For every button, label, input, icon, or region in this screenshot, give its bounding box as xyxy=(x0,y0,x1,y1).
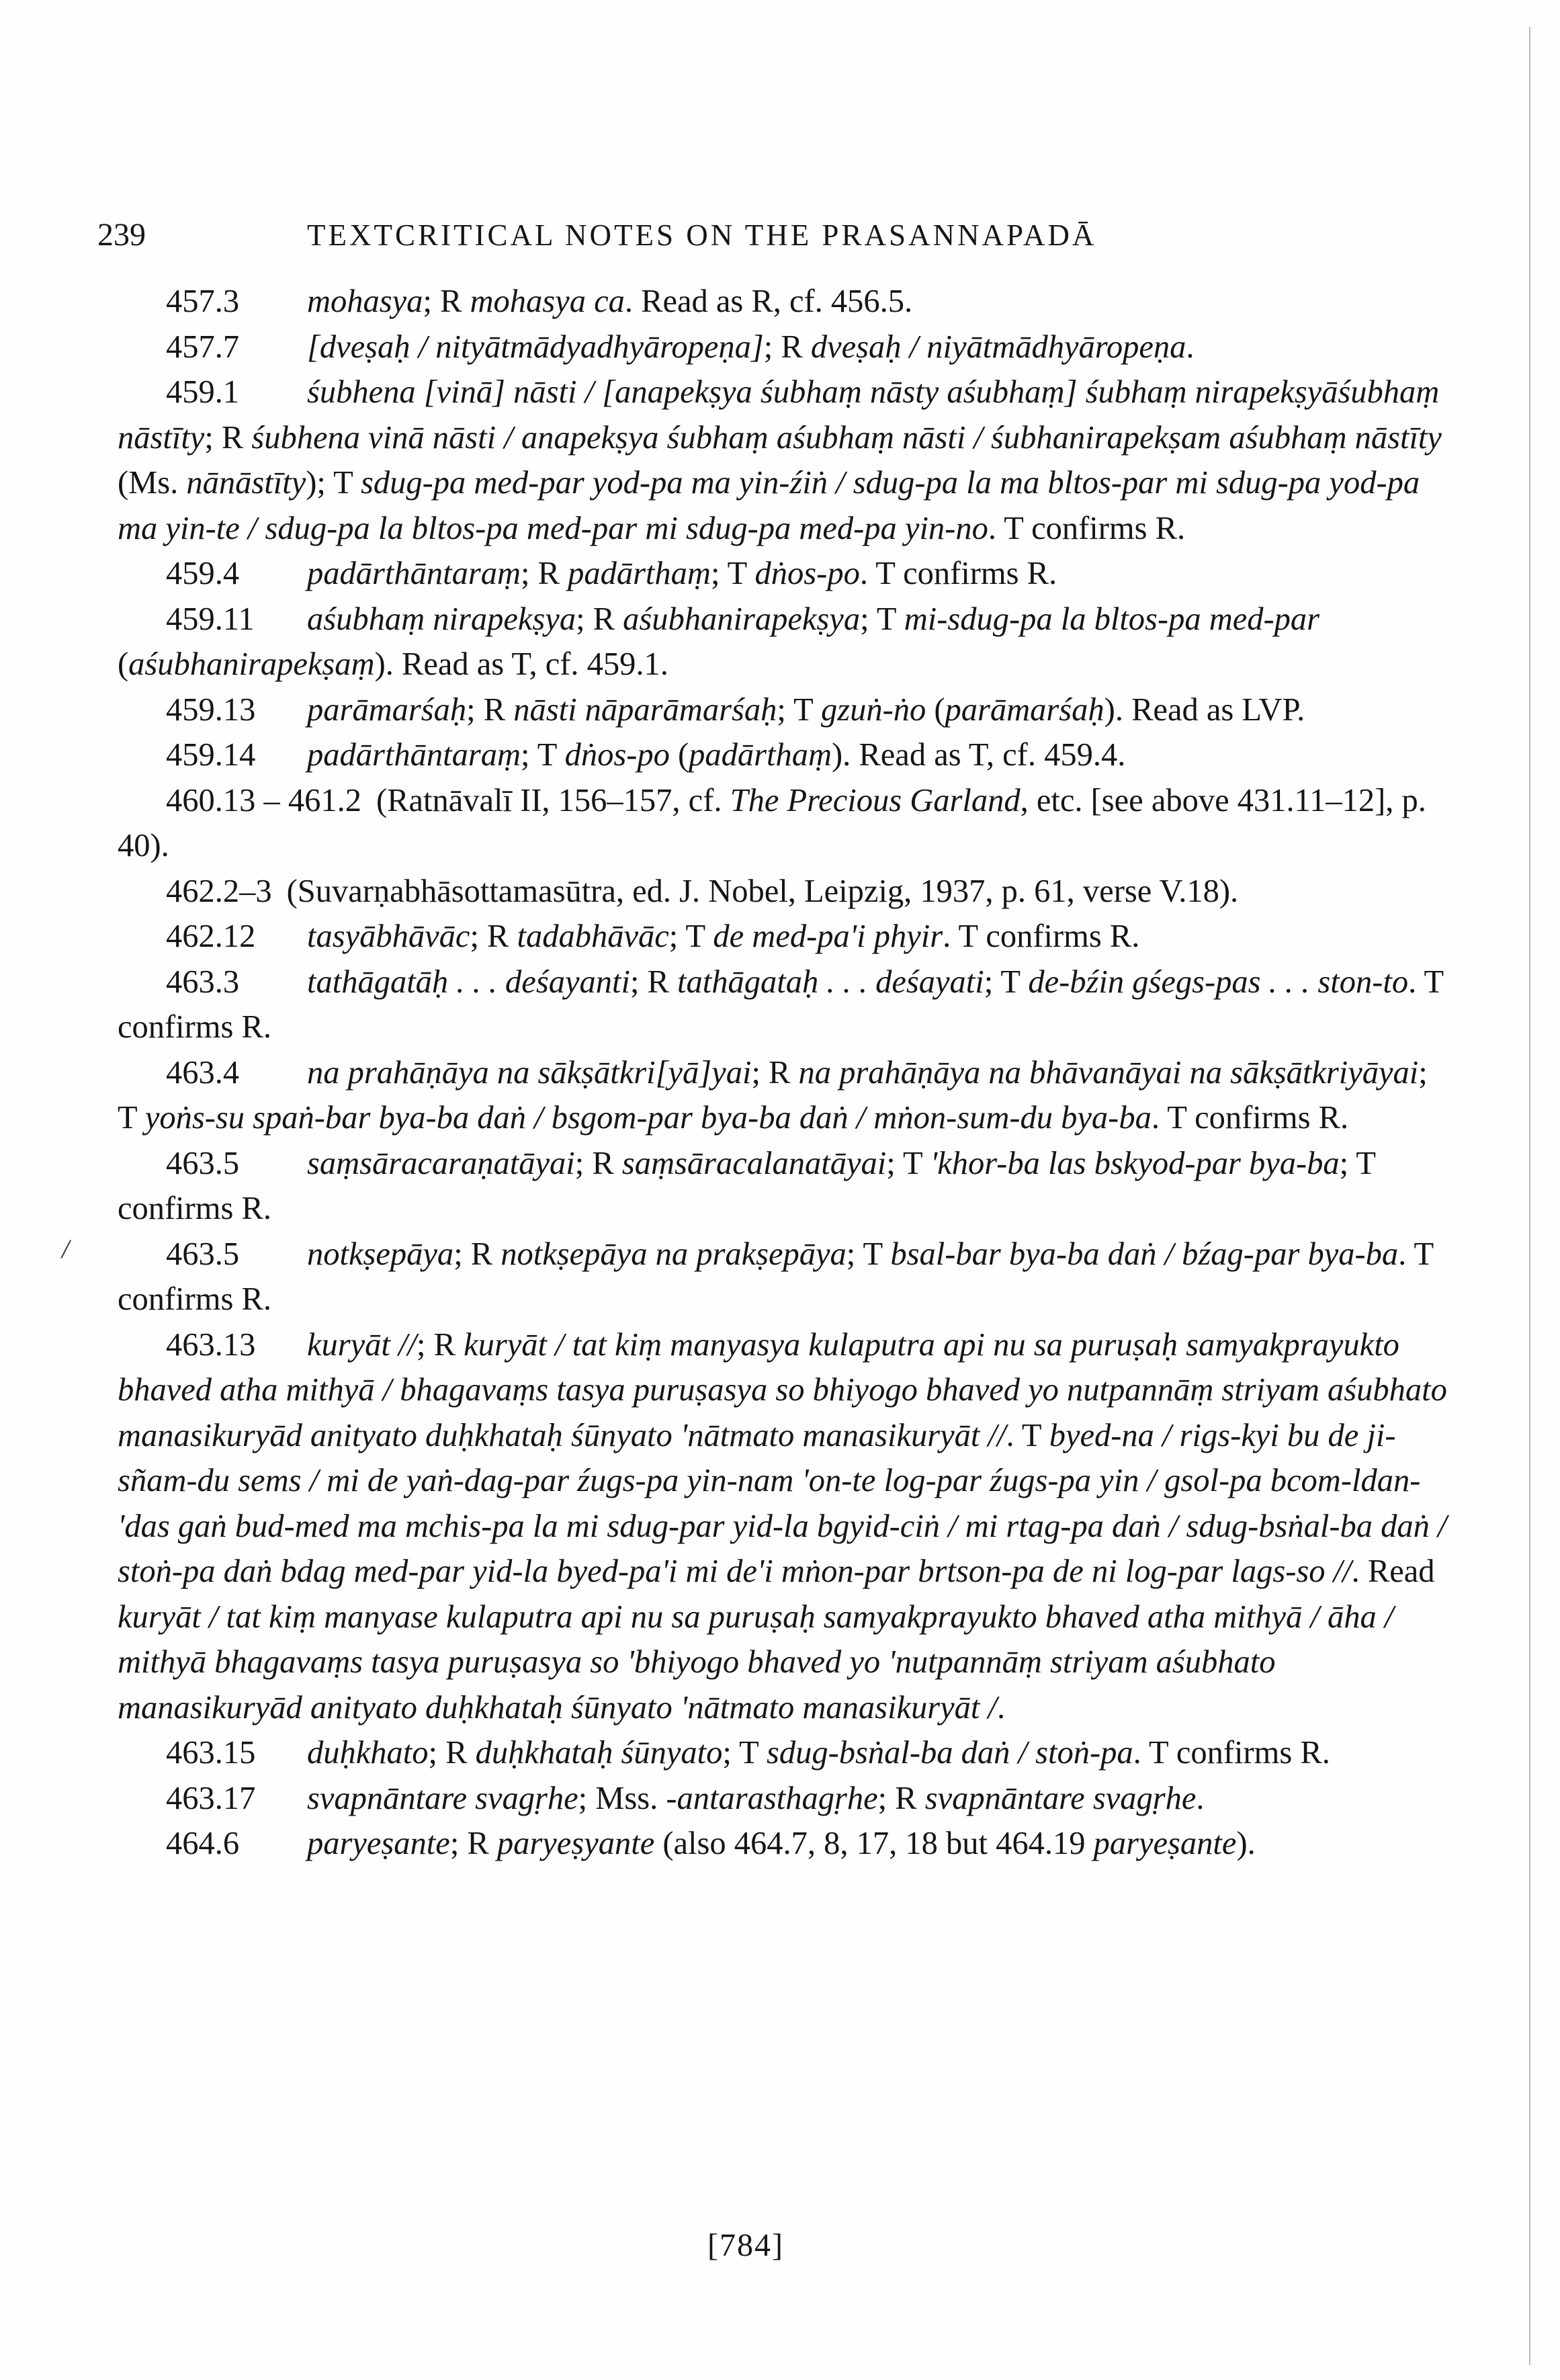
note-italic-text: dṅos-po xyxy=(564,737,670,773)
note-entry xyxy=(118,687,1448,733)
note-text: ; R xyxy=(751,1054,799,1091)
note-italic-text: sdug-pa med-par yod-pa ma yin-źiṅ / sdug-pa la ma bltos-par mi sdug-pa yod-pa ma yin-te / sdug-pa la bltos-pa med-par mi sdug-pa med-pa yin-no xyxy=(118,465,1420,546)
note-entry xyxy=(118,1730,1448,1776)
note-italic-text: svapnāntare svagṛhe xyxy=(307,1780,578,1816)
note-reference: 459.11 xyxy=(166,601,255,637)
note-entry xyxy=(118,1776,1448,1822)
note-italic-text: aśubhanirapekṣya xyxy=(623,601,861,637)
note-entry xyxy=(118,1232,1448,1322)
note-text: ; R xyxy=(466,691,514,728)
note-text: ; R xyxy=(449,1826,497,1861)
note-italic-text: dṅos-po xyxy=(754,556,860,591)
note-text: ; R xyxy=(453,1236,501,1272)
note-italic-text: svapnāntare svagṛhe xyxy=(924,1780,1197,1816)
note-text: ; T confirms R. xyxy=(118,1145,1376,1226)
note-reference: 464.6 xyxy=(166,1826,240,1861)
note-text: ; T xyxy=(668,919,713,954)
note-italic-text: -antarasthagṛhe xyxy=(666,1780,878,1816)
note-italic-text: yoṅs-su spaṅ-bar bya-ba daṅ / bsgom-par bya-ba daṅ / mṅon-sum-du bya-ba xyxy=(144,1100,1152,1136)
note-text: (Suvarṇabhāsottamasūtra, ed. J. Nobel, Leipzig, 1937, p. 61, verse V.18). xyxy=(286,873,1239,909)
note-text: (Ms. xyxy=(118,465,187,501)
note-text: . xyxy=(1196,1780,1205,1816)
note-italic-text: [dveṣaḥ / nityātmādyadhyāropeṇa] xyxy=(307,329,764,365)
note-text: . xyxy=(996,1689,1006,1726)
note-text: . T confirms R. xyxy=(1133,1735,1330,1771)
note-italic-text: de med-pa'i phyir xyxy=(713,919,943,954)
note-text: . T confirms R. xyxy=(988,510,1186,546)
note-text: . T confirms R. xyxy=(118,964,1444,1045)
note-entry xyxy=(118,325,1448,370)
note-text: . T confirms R. xyxy=(859,556,1057,591)
note-text: ( xyxy=(669,737,689,773)
note-italic-text: kuryāt // xyxy=(307,1326,417,1363)
running-header xyxy=(97,216,1374,263)
note-text: ; T xyxy=(722,1735,767,1771)
note-italic-text: śubhena [vinā] nāsti / [anapekṣya śubhaṃ nāsty aśubhaṃ] śubhaṃ nirapekṣyāśubhaṃ nāstīty xyxy=(118,374,1440,456)
note-reference: 459.1 xyxy=(166,374,240,410)
note-italic-text: paryeṣante xyxy=(307,1826,450,1861)
note-entry xyxy=(118,1141,1448,1232)
note-entry xyxy=(118,778,1448,869)
note-text: ; T xyxy=(846,1236,891,1272)
note-entry xyxy=(118,597,1448,687)
note-text: ). Read as T, cf. 459.1. xyxy=(374,646,668,682)
note-entry xyxy=(118,869,1448,915)
note-text: ; R xyxy=(630,964,678,1000)
note-reference: 459.14 xyxy=(166,737,256,773)
note-text: , etc. [see above 431.11–12], p. 40). xyxy=(118,782,1426,863)
margin-mark: / xyxy=(62,1234,70,1264)
note-italic-text: padārthāntaraṃ xyxy=(307,556,521,591)
note-italic-text: mi-sdug-pa la bltos-pa med-par xyxy=(904,601,1320,637)
note-italic-text: gzuṅ-ṅo xyxy=(820,691,926,728)
note-entry xyxy=(118,551,1448,597)
note-italic-text: bsal-bar bya-ba daṅ / bźag-par bya-ba xyxy=(890,1236,1399,1272)
note-reference: 463.5 xyxy=(166,1145,240,1181)
note-italic-text: aśubhaṃ nirapekṣya xyxy=(307,601,576,637)
note-italic-text: parāmarśaḥ xyxy=(945,691,1104,728)
note-entry xyxy=(118,914,1448,960)
note-text: ( xyxy=(926,691,945,728)
note-text: ; T xyxy=(520,737,565,773)
note-italic-text: na prahāṇāya na sākṣātkri[yā]yai xyxy=(307,1054,752,1091)
page-number: 239 xyxy=(97,217,146,253)
note-italic-text: tathāgataḥ . . . deśayati xyxy=(677,964,984,1000)
note-italic-text: byed-na / rigs-kyi bu de ji-sñam-du sems / mi de yaṅ-dag-par źugs-pa yin-nam 'on-te log-par źugs-pa yin / gsol-pa bcom-ldan-'das gaṅ bud-med ma mchis-pa la mi sdug-par yid-la bgyid-ciṅ / mi rtag-pa daṅ / sdug-bsṅal-ba daṅ / stoṅ-pa daṅ bdag med-par yid-la byed-pa'i mi de'i mṅon-par brtson-pa de ni log-par lags-so // xyxy=(118,1417,1447,1589)
note-italic-text: na prahāṇāya na bhāvanāyai na sākṣātkriyāyai xyxy=(798,1054,1419,1091)
note-italic-text: duḥkhataḥ śūnyato xyxy=(475,1735,723,1771)
note-text: ); T xyxy=(306,465,361,501)
textcritical-notes xyxy=(118,279,1448,1867)
note-italic-text: mohasya ca xyxy=(470,284,625,319)
note-text: ; R xyxy=(574,1145,622,1181)
note-text: ; R xyxy=(520,556,568,591)
note-reference: 462.12 xyxy=(166,919,256,954)
note-entry xyxy=(118,960,1448,1050)
note-text: . T confirms R. xyxy=(1151,1100,1349,1136)
note-text: ; T xyxy=(886,1145,930,1181)
note-text: . Read xyxy=(1351,1554,1435,1589)
note-italic-text: nāsti nāparāmarśaḥ xyxy=(513,691,777,728)
note-italic-text: dveṣaḥ / niyātmādhyāropeṇa xyxy=(810,329,1186,365)
note-text: (Ratnāvalī II, 156–157, cf. xyxy=(376,782,730,818)
note-reference: 460.13 – 461.2 xyxy=(166,782,361,818)
note-entry xyxy=(118,370,1448,551)
note-text: ; T xyxy=(777,691,821,728)
note-text: ; R xyxy=(428,1735,476,1771)
note-text: . Read as R, cf. 456.5. xyxy=(624,284,913,319)
note-entry xyxy=(118,1322,1448,1731)
note-text: . T confirms R. xyxy=(118,1236,1434,1317)
note-italic-text: kuryāt / tat kiṃ manyasya kulaputra api nu sa puruṣaḥ samyakprayukto bhaved atha mithyā / bhagavaṃs tasya puruṣasya so bhiyogo bhaved yo nutpannāṃ striyam aśubhato manasikuryād anityato duḥkhataḥ śūnyato 'nātmato manasikuryāt // xyxy=(118,1326,1447,1453)
note-reference: 459.4 xyxy=(166,556,240,591)
note-text: . T confirms R. xyxy=(943,919,1140,954)
note-text: ; R xyxy=(576,601,623,637)
note-text: ; T xyxy=(984,964,1029,1000)
note-reference: 463.5 xyxy=(166,1236,240,1272)
note-text: ; R xyxy=(470,919,517,954)
note-text: ; Mss. xyxy=(578,1780,666,1816)
note-text: ; T xyxy=(860,601,904,637)
note-text: . T xyxy=(1006,1417,1049,1453)
note-italic-text: sdug-bsṅal-ba daṅ / stoṅ-pa xyxy=(766,1735,1133,1771)
note-italic-text: notkṣepāya na prakṣepāya xyxy=(501,1236,847,1272)
page-edge-rule xyxy=(1529,27,1530,2365)
note-italic-text: parāmarśaḥ xyxy=(307,691,467,728)
note-reference: 463.13 xyxy=(166,1326,256,1363)
note-reference: 463.17 xyxy=(166,1780,256,1816)
note-reference: 462.2–3 xyxy=(166,873,272,909)
note-italic-text: padārthāntaraṃ xyxy=(307,737,521,773)
note-italic-text: saṃsāracaraṇatāyai xyxy=(307,1145,575,1181)
folio-number: [784] xyxy=(707,2227,784,2263)
note-entry xyxy=(118,279,1448,325)
note-italic-text: notkṣepāya xyxy=(307,1236,454,1272)
note-text: ). Read as LVP. xyxy=(1104,691,1305,728)
note-italic-text: paryeṣyante xyxy=(496,1826,655,1861)
note-italic-text: padārthaṃ xyxy=(568,556,711,591)
note-italic-text: tathāgatāḥ . . . deśayanti xyxy=(307,964,630,1000)
note-italic-text: kuryāt / tat kiṃ manyase kulaputra api nu sa puruṣaḥ samyakprayukto bhaved atha mithyā / āha / mithyā bhagavaṃs tasya puruṣasya so 'bhiyogo bhaved yo 'nutpannāṃ striyam aśubhato manasikuryād anityato duḥkhataḥ śūnyato 'nātmato manasikuryāt / xyxy=(118,1599,1394,1726)
note-italic-text: The Precious Garland xyxy=(730,782,1021,818)
note-italic-text: aśubhanirapekṣaṃ xyxy=(128,646,375,682)
note-italic-text: tasyābhāvāc xyxy=(307,919,470,954)
note-italic-text: duḥkhato xyxy=(307,1735,429,1771)
note-italic-text: saṃsāracalanatāyai xyxy=(621,1145,887,1181)
note-reference: 457.7 xyxy=(166,329,240,365)
note-text: ; R xyxy=(763,329,811,365)
note-text: ; T xyxy=(118,1054,1428,1136)
note-text: (also 464.7, 8, 17, 18 but 464.19 xyxy=(654,1826,1094,1861)
note-text: ; R xyxy=(877,1780,925,1816)
note-reference: 463.15 xyxy=(166,1735,256,1771)
note-italic-text: 'khor-ba las bskyod-par bya-ba xyxy=(930,1145,1340,1181)
note-italic-text: de-bźin gśegs-pas . . . ston-to xyxy=(1028,964,1409,1000)
note-reference: 463.3 xyxy=(166,964,240,1000)
note-text: . xyxy=(1186,329,1195,365)
note-entry xyxy=(118,732,1448,778)
note-reference: 463.4 xyxy=(166,1054,240,1091)
note-italic-text: paryeṣante xyxy=(1093,1826,1237,1861)
note-reference: 457.3 xyxy=(166,284,240,319)
note-entry xyxy=(118,1821,1448,1867)
note-text: ; R xyxy=(416,1326,464,1363)
note-text: ( xyxy=(118,646,129,682)
note-italic-text: śubhena vinā nāsti / anapekṣya śubhaṃ aśubhaṃ nāsti / śubhanirapekṣam aśubhaṃ nāstīty xyxy=(251,419,1442,456)
note-text: ). Read as T, cf. 459.4. xyxy=(832,737,1126,773)
note-reference: 459.13 xyxy=(166,691,256,728)
note-italic-text: mohasya xyxy=(307,284,423,319)
note-text: ; T xyxy=(710,556,755,591)
note-italic-text: padārthaṃ xyxy=(689,737,832,773)
note-entry xyxy=(118,1050,1448,1141)
running-title: TEXTCRITICAL NOTES ON THE PRASANNAPADĀ xyxy=(307,218,1097,252)
note-text: ). xyxy=(1236,1826,1256,1861)
note-text: ; R xyxy=(204,419,252,456)
note-text: ; R xyxy=(423,284,470,319)
note-italic-text: nānāstīty xyxy=(186,465,306,501)
note-italic-text: tadabhāvāc xyxy=(517,919,669,954)
